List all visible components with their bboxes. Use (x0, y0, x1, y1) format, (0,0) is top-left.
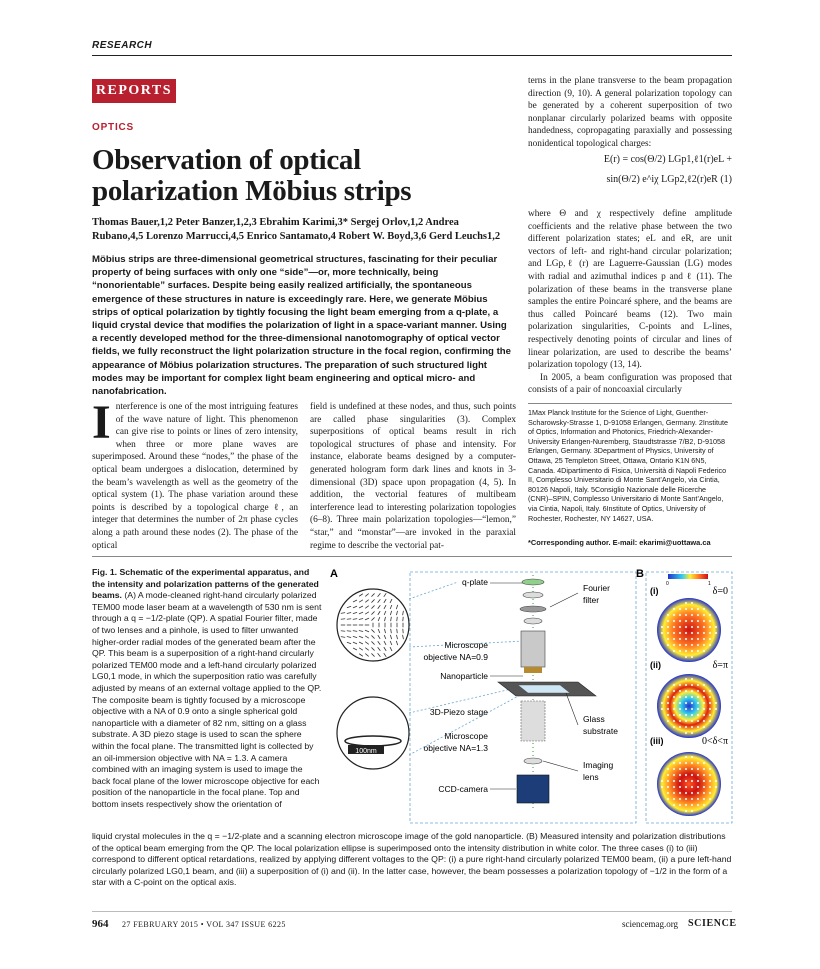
footer-rule (92, 911, 732, 912)
objective-lower (521, 701, 545, 741)
panel-b-letter: B (636, 568, 644, 580)
label-camera: CCD-camera (438, 784, 488, 794)
equation-line-2: sin(Θ/2) e^iχ LGp2,ℓ2(r)eR (1) (606, 174, 732, 185)
colorbar-min: 0 (666, 581, 669, 587)
body-column-2: field is undefined at these nodes, and thus, such points are called phase singularities (3). Complex superpositions of optical beams result in rich topological structures of phase and intensity. For instance, elaborate beams designed by a computer-generated hologram form dark lines and knots in 3-dimensional (3D) space upon propagation (4, 5). In addition, the vectorial features of multibeam interference lead to interesting polarization topologies (6–8). Three main polarization topologies—“lemon,” “star,” and “monstar”—are invoked in the paraxial regime to describe the vectorial pat- (310, 402, 516, 551)
header-rule (92, 55, 732, 56)
body-text: where Θ and χ respectively define amplitude coefficients and the relative phase between the two different polarization states; eL and eR, are unit vectors of left- and right-hand circular polarization; and LGp,ℓ (r) are Laguerre-Gaussian (LG) modes with radial and azimuthal indices p and ℓ (11). The polarization of these beams in the transverse plane samples the entire Poincaré sphere, and the beams are thus called Poincaré beams (12). Two main polarization singularities, C-points and L-lines, respectively denoting points of circular and lines of linear polarization, are used to describe the beams’ polarization topology (13, 14). (528, 209, 732, 371)
corresponding-author: *Corresponding author. E-mail: ekarimi@uottawa.ca (528, 538, 711, 547)
case-iii-label: (iii) (650, 736, 664, 746)
svg-text:Imaging: Imaging (583, 760, 614, 770)
caption-title: Fig. 1. Schematic of the experimental apparatus, and the intensity and polarization patterns of the generated beams. (92, 567, 319, 601)
label-nanoparticle: Nanoparticle (440, 671, 488, 681)
journal-brand: SCIENCE (688, 918, 737, 929)
body-column-3-top: terns in the plane transverse to the beam propagation direction (9, 10). A general polarization topology can be generated by a coherent superposition of two nonplanar circularly polarized beams with opposite handedness, copropagating paraxially and possessing nonidentical topological charges: (528, 76, 732, 149)
case-i-label: (i) (650, 586, 659, 596)
affiliation-rule (528, 403, 732, 404)
figure-panel-b (636, 565, 734, 825)
case-ii-delta: δ=π (712, 660, 728, 671)
label-fourier: Fourier (583, 583, 610, 593)
nanoparticle-ring (345, 736, 401, 746)
label-fourier-2: filter (583, 595, 600, 605)
author-list: Thomas Bauer,1,2 Peter Banzer,1,2,3 Ebrahim Karimi,3* Sergej Orlov,1,2 Andrea Rubano,4,5 Lorenzo Marrucci,4,5 Enrico Santamato,4 Robert W. Boyd,3,6 Gerd Leuchs1,2 (92, 217, 501, 242)
case-ii-label: (ii) (650, 660, 661, 670)
svg-text:substrate: substrate (583, 726, 618, 736)
panel-a-letter: A (330, 568, 338, 580)
svg-text:lens: lens (583, 772, 599, 782)
caption-text: (A) A mode-cleaned right-hand circularly polarized TEM00 mode laser beam at a wavelength of 530 nm is sent through a q = −1/2-plate (QP). A spatial Fourier filter, made of two lenses and a pinhole, is used to filter unwanted higher-order radial modes of the generated beam after the QP. This beam is a superposition of a right-hand circularly polarized TEM00 mode and a left-hand circularly polarized LG0,1 mode, in which the superposition ratio was carefully adjusted by means of an external voltage applied to the QP. The composite beam is tightly focused by a microscope objective with a NA of 0.9 onto a single spherical gold nanoparticle with a diameter of 82 nm, sitting on a glass substrate. A 3D piezo stage is used to scan the sphere within the focal plane. The transmitted light is collected by an oil-immersion objective with NA = 1.3. A camera combined with an imaging system is used to image the back focal plane of the lower microscope objective for each position of the nanoparticle in the focal plane. Top and bottom insets respectively show the orientation of (92, 590, 322, 809)
figure-rule (92, 556, 732, 557)
body-text: nterference is one of the most intriguing features of the wave nature of light. This phenomenon can give rise to points or lines of zero intensity, when three or more plane waves are superimposed. Around these “nodes,” the phase of the optical beam undergoes a dislocation, determined by the beam’s wavelength as well as the geometry of the optical system (1). The phase variation around these points is described by a topological charge ℓ, an integer that determines the number of 2π phase cycles along a path around these nodes (2). The phase of the optical (92, 402, 298, 551)
intensity-map-ii (657, 674, 721, 738)
figure-caption-continued: liquid crystal molecules in the q = −1/2-plate and a scanning electron microscope image of the gold nanoparticle. (B) Measured intensity and polarization distributions of the optical beam emerging from the QP. The local polarization ellipse is superimposed onto the intensity distribution in white color. The three cases (i) to (iii) correspond to different optical retardations, realized by applying different voltages to the QP: (i) a pure right-hand circularly polarized TEM00 beam, (ii) a pure left-hand circularly polarized LG0,1 beam, and (iii) a superposition of (i) and (ii). In the latter case, however, the beam possesses a polarization topology of −1/2 in the form of a star with a C-point on the optical axis. (92, 831, 732, 888)
colorbar-max: 1 (708, 581, 711, 587)
svg-text:Glass: Glass (583, 714, 605, 724)
case-iii-delta: 0<δ<π (701, 736, 728, 747)
svg-text:objective NA=1.3: objective NA=1.3 (423, 743, 488, 753)
abstract: Möbius strips are three-dimensional geometrical structures, fascinating for their peculiar property of being surfaces with only one “side”—or, more technically, being “nonorientable” surfaces. Despite being easily realized artificially, the spontaneous emergence of these structures in nature is exceedingly rare. Here, we generate Möbius strips of optical polarization by tightly focusing the light beam emerging from a q-plate, a liquid crystal device that modifies the polarization of light in a space-variant manner. Using a recently developed method for the three-dimensional nanotomography of optical vector fields, we fully reconstruct the light polarization structure in the focal region, confirming the appearance of Möbius polarization structures. The preparation of such structured light modes may be important for complex light beam engineering and optical micro- and nanofabrication. (92, 254, 511, 398)
scale-bar-label: 100nm (355, 748, 377, 755)
site-url: sciencemag.org (622, 919, 679, 929)
reports-banner: REPORTS (92, 79, 176, 103)
svg-text:Microscope: Microscope (444, 731, 488, 741)
label-piezo: 3D-Piezo stage (429, 707, 488, 717)
section-label: RESEARCH (92, 40, 153, 51)
body-text: In 2005, a beam configuration was proposed that consists of a pair of noncoaxial circularly (528, 372, 732, 396)
case-i-delta: δ=0 (712, 586, 728, 597)
body-column-1 (92, 396, 298, 552)
page-number: 964 (92, 918, 109, 930)
figure-panel-a (328, 565, 638, 825)
kicker: OPTICS (92, 122, 135, 133)
objective-upper (521, 631, 545, 667)
ccd-camera (517, 775, 549, 803)
label-qplate: q-plate (462, 577, 488, 587)
svg-text:Microscope: Microscope (444, 640, 488, 650)
equation-line-1: E(r) = cos(Θ/2) LGp1,ℓ1(r)eL + (603, 154, 732, 165)
article-title: Observation of optical polarization Möbius strips (92, 144, 412, 207)
drop-cap: I (92, 396, 111, 449)
equation-1 (540, 150, 732, 190)
colorbar (668, 574, 708, 579)
figure-caption (92, 567, 323, 810)
intensity-map-iii (657, 752, 721, 816)
issue-info: 27 FEBRUARY 2015 • VOL 347 ISSUE 6225 (122, 920, 286, 929)
affiliations: 1Max Planck Institute for the Science of Light, Guenther-Scharowsky-Strasse 1, D-91058 Erlangen, Germany. 2Institute of Optics, Information and Photonics, Friedrich-Alexander-University Erlangen-Nuremberg, Staudtstrasse 7/B2, D-91058 Erlangen, Germany. 3Department of Physics, University of Ottawa, 25 Templeton Street, Ottawa, Ontario K1N 6N5, Canada. 4Dipartimento di Fisica, Università di Napoli Federico II, Complesso Universitario di Monte Sant’Angelo, via Cintia, 80126 Napoli, Italy. 5Consiglio Nazionale delle Ricerche (CNR)–SPIN, Complesso Universitario di Monte Sant’Angelo, via Cintia, Napoli, Italy. 6Institute of Optics, University of Rochester, Rochester, NY 14627, USA. (528, 408, 729, 523)
sem-inset (337, 697, 409, 769)
svg-text:objective NA=0.9: objective NA=0.9 (423, 652, 488, 662)
qplate-element (522, 579, 544, 585)
body-column-3-bottom (528, 208, 732, 397)
intensity-map-i (657, 598, 721, 662)
